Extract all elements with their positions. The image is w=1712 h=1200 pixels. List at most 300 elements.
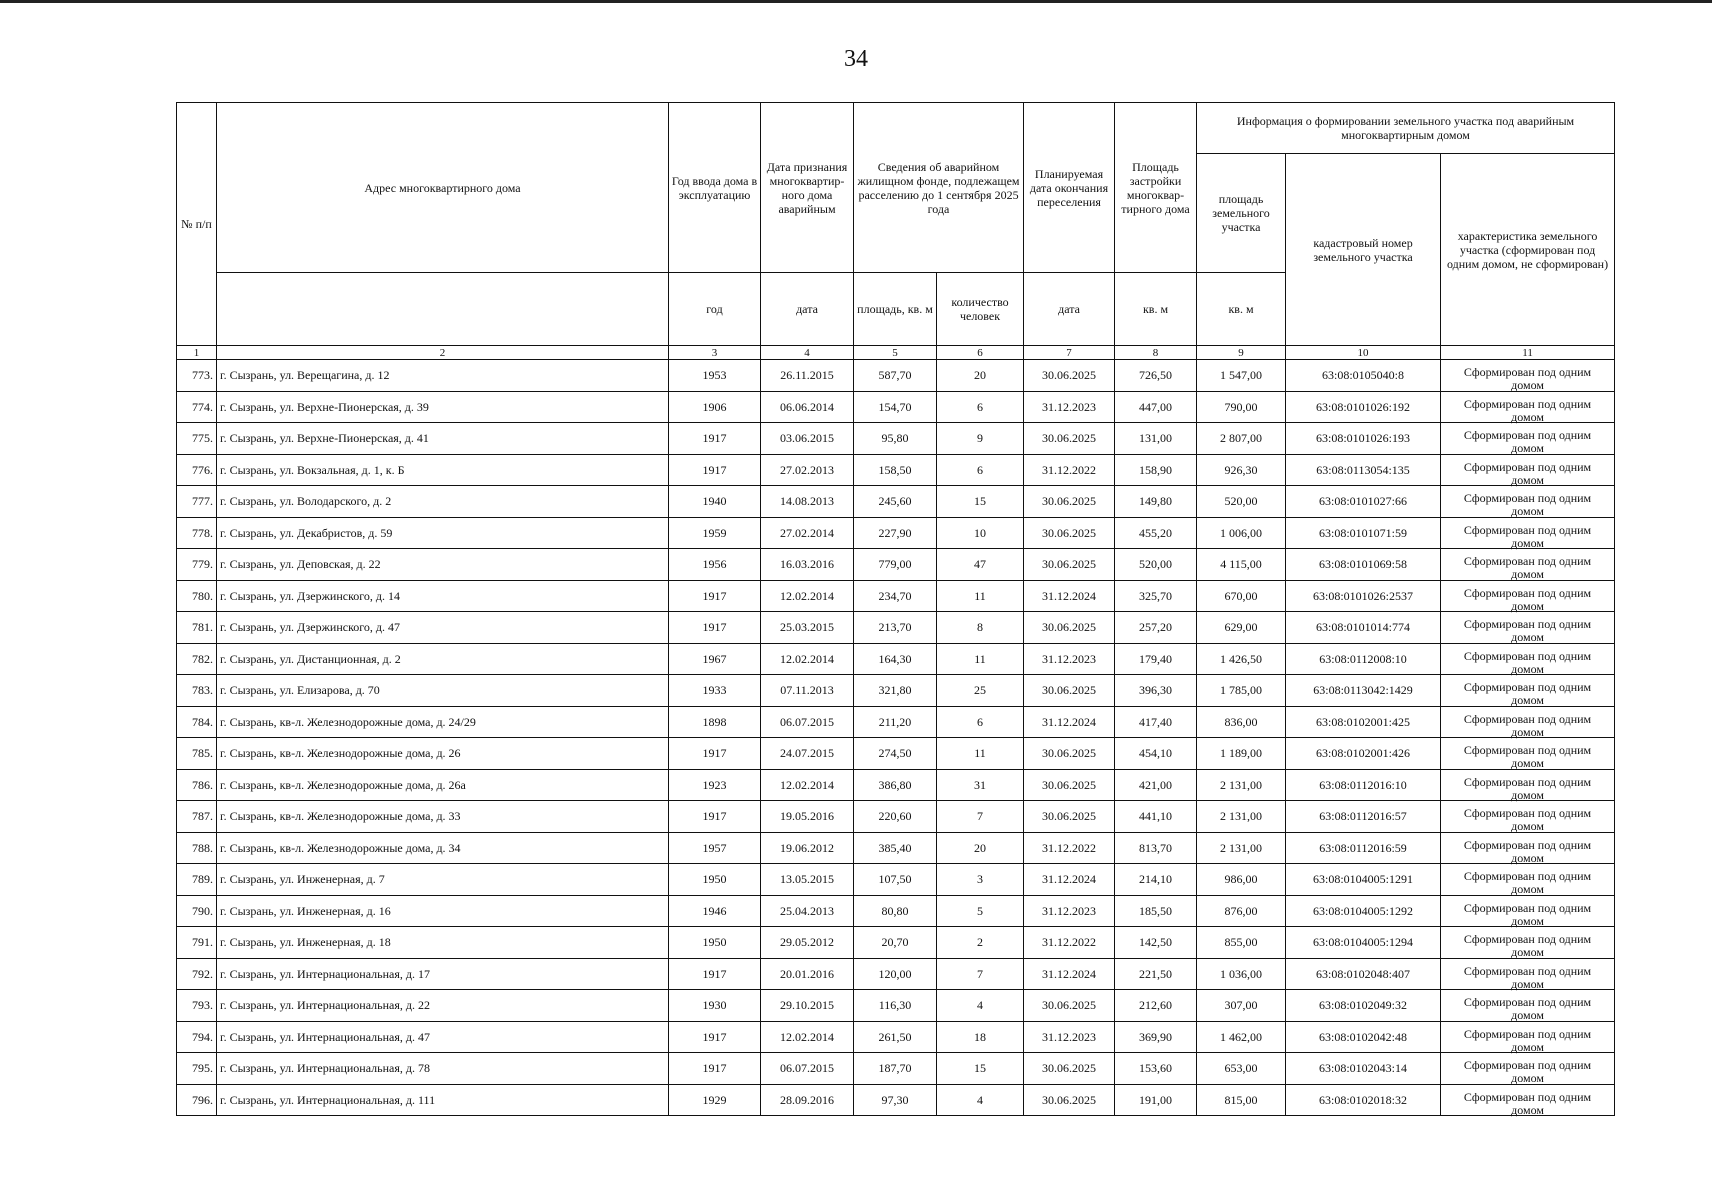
row-cadastral: 63:08:0104005:1292	[1286, 895, 1441, 927]
row-address: г. Сызрань, ул. Декабристов, д. 59	[217, 517, 669, 549]
status-line-1: Сформирован под одним	[1463, 554, 1592, 569]
row-building-area: 212,60	[1115, 990, 1197, 1022]
row-land-status	[1441, 738, 1615, 770]
row-date: 27.02.2014	[761, 517, 854, 549]
row-year: 1917	[669, 801, 761, 833]
row-building-area: 131,00	[1115, 423, 1197, 455]
row-area: 234,70	[854, 580, 937, 612]
row-building-area: 447,00	[1115, 391, 1197, 423]
row-building-area: 441,10	[1115, 801, 1197, 833]
row-number: 791.	[177, 927, 217, 959]
row-cadastral: 63:08:0104005:1291	[1286, 864, 1441, 896]
row-cadastral: 63:08:0101071:59	[1286, 517, 1441, 549]
row-cadastral: 63:08:0102048:407	[1286, 958, 1441, 990]
row-year: 1917	[669, 454, 761, 486]
row-people: 6	[937, 454, 1024, 486]
row-land-status	[1441, 486, 1615, 518]
status-line-2: домом	[1511, 504, 1544, 519]
row-plan-date: 31.12.2024	[1024, 706, 1115, 738]
row-year: 1956	[669, 549, 761, 581]
row-number: 789.	[177, 864, 217, 896]
housing-table	[176, 102, 1615, 1116]
status-line-2: домом	[1511, 913, 1544, 928]
row-number: 783.	[177, 675, 217, 707]
row-land-area: 2 131,00	[1197, 801, 1286, 833]
row-people: 31	[937, 769, 1024, 801]
status-line-2: домом	[1511, 535, 1544, 550]
status-line-2: домом	[1511, 598, 1544, 613]
row-people: 6	[937, 391, 1024, 423]
row-year: 1898	[669, 706, 761, 738]
row-number: 780.	[177, 580, 217, 612]
row-date: 29.05.2012	[761, 927, 854, 959]
column-number: 2	[217, 346, 669, 360]
row-address: г. Сызрань, ул. Верхне-Пионерская, д. 39	[217, 391, 669, 423]
row-date: 14.08.2013	[761, 486, 854, 518]
row-land-status	[1441, 990, 1615, 1022]
row-land-area: 855,00	[1197, 927, 1286, 959]
row-address: г. Сызрань, ул. Елизарова, д. 70	[217, 675, 669, 707]
row-land-area: 1 189,00	[1197, 738, 1286, 770]
row-people: 10	[937, 517, 1024, 549]
row-plan-date: 30.06.2025	[1024, 990, 1115, 1022]
row-building-area: 142,50	[1115, 927, 1197, 959]
row-people: 4	[937, 1084, 1024, 1116]
table-row	[177, 549, 1615, 581]
row-people: 9	[937, 423, 1024, 455]
table-row	[177, 675, 1615, 707]
row-people: 47	[937, 549, 1024, 581]
row-land-status	[1441, 423, 1615, 455]
row-building-area: 421,00	[1115, 769, 1197, 801]
row-year: 1917	[669, 738, 761, 770]
row-land-area: 1 006,00	[1197, 517, 1286, 549]
row-cadastral: 63:08:0102043:14	[1286, 1053, 1441, 1085]
row-date: 19.05.2016	[761, 801, 854, 833]
row-address: г. Сызрань, ул. Верещагина, д. 12	[217, 360, 669, 392]
row-people: 7	[937, 958, 1024, 990]
status-line-1: Сформирован под одним	[1463, 680, 1592, 695]
row-cadastral: 63:08:0101026:2537	[1286, 580, 1441, 612]
row-area: 587,70	[854, 360, 937, 392]
row-date: 29.10.2015	[761, 990, 854, 1022]
row-area: 213,70	[854, 612, 937, 644]
row-area: 80,80	[854, 895, 937, 927]
row-plan-date: 31.12.2022	[1024, 927, 1115, 959]
table-row	[177, 832, 1615, 864]
row-area: 187,70	[854, 1053, 937, 1085]
row-land-status	[1441, 769, 1615, 801]
table-row	[177, 738, 1615, 770]
row-date: 12.02.2014	[761, 769, 854, 801]
row-land-area: 629,00	[1197, 612, 1286, 644]
row-land-status	[1441, 927, 1615, 959]
row-people: 4	[937, 990, 1024, 1022]
row-date: 28.09.2016	[761, 1084, 854, 1116]
row-plan-date: 31.12.2024	[1024, 864, 1115, 896]
row-address: г. Сызрань, ул. Интернациональная, д. 78	[217, 1053, 669, 1085]
row-number: 793.	[177, 990, 217, 1022]
row-date: 03.06.2015	[761, 423, 854, 455]
row-people: 18	[937, 1021, 1024, 1053]
status-line-1: Сформирован под одним	[1463, 522, 1592, 537]
row-year: 1930	[669, 990, 761, 1022]
row-year: 1917	[669, 958, 761, 990]
row-number: 773.	[177, 360, 217, 392]
row-plan-date: 30.06.2025	[1024, 486, 1115, 518]
row-land-status	[1441, 706, 1615, 738]
row-address: г. Сызрань, ул. Деповская, д. 22	[217, 549, 669, 581]
row-land-status	[1441, 643, 1615, 675]
row-date: 25.03.2015	[761, 612, 854, 644]
row-area: 211,20	[854, 706, 937, 738]
row-plan-date: 31.12.2023	[1024, 1021, 1115, 1053]
row-area: 261,50	[854, 1021, 937, 1053]
row-land-area: 1 547,00	[1197, 360, 1286, 392]
table-row	[177, 1021, 1615, 1053]
row-land-status	[1441, 801, 1615, 833]
row-number: 778.	[177, 517, 217, 549]
row-year: 1917	[669, 1053, 761, 1085]
row-year: 1933	[669, 675, 761, 707]
header-cadastral: кадастровый номер земельного участка	[1286, 154, 1441, 346]
row-date: 12.02.2014	[761, 643, 854, 675]
row-land-area: 815,00	[1197, 1084, 1286, 1116]
column-number: 1	[177, 346, 217, 360]
row-cadastral: 63:08:0101027:66	[1286, 486, 1441, 518]
row-number: 787.	[177, 801, 217, 833]
column-number: 9	[1197, 346, 1286, 360]
status-line-1: Сформирован под одним	[1463, 774, 1592, 789]
status-line-1: Сформирован под одним	[1463, 617, 1592, 632]
row-number: 792.	[177, 958, 217, 990]
header-date: Дата признания многоквартир-ного дома аварийным	[761, 103, 854, 273]
row-land-area: 1 426,50	[1197, 643, 1286, 675]
row-land-status	[1441, 580, 1615, 612]
row-area: 158,50	[854, 454, 937, 486]
header-building-area: Площадь застройки многоквар-тирного дома	[1115, 103, 1197, 273]
header-unit-people: количество человек	[937, 273, 1024, 346]
table-row	[177, 391, 1615, 423]
header-unit-area: площадь, кв. м	[854, 273, 937, 346]
row-area: 154,70	[854, 391, 937, 423]
row-plan-date: 31.12.2023	[1024, 391, 1115, 423]
row-plan-date: 31.12.2022	[1024, 454, 1115, 486]
status-line-2: домом	[1511, 1039, 1544, 1054]
status-line-2: домом	[1511, 819, 1544, 834]
status-line-2: домом	[1511, 378, 1544, 393]
status-line-2: домом	[1511, 441, 1544, 456]
row-cadastral: 63:08:0101069:58	[1286, 549, 1441, 581]
top-rule	[0, 0, 1712, 3]
table-row	[177, 769, 1615, 801]
row-address: г. Сызрань, ул. Вокзальная, д. 1, к. Б	[217, 454, 669, 486]
status-line-2: домом	[1511, 945, 1544, 960]
row-land-area: 1 462,00	[1197, 1021, 1286, 1053]
row-address: г. Сызрань, ул. Дистанционная, д. 2	[217, 643, 669, 675]
row-date: 16.03.2016	[761, 549, 854, 581]
row-building-area: 325,70	[1115, 580, 1197, 612]
row-address: г. Сызрань, ул. Инженерная, д. 18	[217, 927, 669, 959]
row-number: 794.	[177, 1021, 217, 1053]
row-date: 26.11.2015	[761, 360, 854, 392]
row-year: 1923	[669, 769, 761, 801]
row-plan-date: 31.12.2022	[1024, 832, 1115, 864]
status-line-2: домом	[1511, 1071, 1544, 1086]
row-date: 06.07.2015	[761, 1053, 854, 1085]
status-line-2: домом	[1511, 661, 1544, 676]
row-building-area: 149,80	[1115, 486, 1197, 518]
row-building-area: 726,50	[1115, 360, 1197, 392]
row-number: 774.	[177, 391, 217, 423]
status-line-1: Сформирован под одним	[1463, 396, 1592, 411]
row-area: 120,00	[854, 958, 937, 990]
row-number: 782.	[177, 643, 217, 675]
row-number: 779.	[177, 549, 217, 581]
status-line-1: Сформирован под одним	[1463, 1058, 1592, 1073]
page-number: 34	[844, 46, 868, 72]
row-address: г. Сызрань, кв-л. Железнодорожные дома, д. 26а	[217, 769, 669, 801]
table-row	[177, 454, 1615, 486]
header-unit-sqm: кв. м	[1115, 273, 1197, 346]
row-number: 776.	[177, 454, 217, 486]
row-year: 1959	[669, 517, 761, 549]
row-cadastral: 63:08:0113054:135	[1286, 454, 1441, 486]
row-area: 386,80	[854, 769, 937, 801]
row-building-area: 179,40	[1115, 643, 1197, 675]
row-land-area: 876,00	[1197, 895, 1286, 927]
status-line-1: Сформирован под одним	[1463, 963, 1592, 978]
row-number: 788.	[177, 832, 217, 864]
row-land-area: 4 115,00	[1197, 549, 1286, 581]
row-land-status	[1441, 675, 1615, 707]
column-number: 5	[854, 346, 937, 360]
row-people: 7	[937, 801, 1024, 833]
row-land-status	[1441, 1021, 1615, 1053]
row-land-area: 520,00	[1197, 486, 1286, 518]
row-building-area: 185,50	[1115, 895, 1197, 927]
row-building-area: 813,70	[1115, 832, 1197, 864]
row-date: 06.07.2015	[761, 706, 854, 738]
status-line-1: Сформирован под одним	[1463, 428, 1592, 443]
header-address: Адрес многоквартирного дома	[217, 103, 669, 273]
row-land-area: 670,00	[1197, 580, 1286, 612]
table-row	[177, 612, 1615, 644]
row-date: 12.02.2014	[761, 580, 854, 612]
row-area: 220,60	[854, 801, 937, 833]
status-line-2: домом	[1511, 724, 1544, 739]
status-line-2: домом	[1511, 850, 1544, 865]
row-cadastral: 63:08:0112016:59	[1286, 832, 1441, 864]
row-people: 3	[937, 864, 1024, 896]
row-address: г. Сызрань, ул. Интернациональная, д. 22	[217, 990, 669, 1022]
row-building-area: 455,20	[1115, 517, 1197, 549]
row-address: г. Сызрань, ул. Верхне-Пионерская, д. 41	[217, 423, 669, 455]
row-building-area: 257,20	[1115, 612, 1197, 644]
row-area: 385,40	[854, 832, 937, 864]
row-building-area: 454,10	[1115, 738, 1197, 770]
row-plan-date: 30.06.2025	[1024, 517, 1115, 549]
row-building-area: 214,10	[1115, 864, 1197, 896]
status-line-2: домом	[1511, 693, 1544, 708]
row-land-status	[1441, 958, 1615, 990]
table-row	[177, 517, 1615, 549]
row-land-status	[1441, 612, 1615, 644]
row-plan-date: 30.06.2025	[1024, 1053, 1115, 1085]
column-number: 10	[1286, 346, 1441, 360]
row-cadastral: 63:08:0104005:1294	[1286, 927, 1441, 959]
row-cadastral: 63:08:0112016:57	[1286, 801, 1441, 833]
row-area: 116,30	[854, 990, 937, 1022]
status-line-1: Сформирован под одним	[1463, 806, 1592, 821]
status-line-1: Сформирован под одним	[1463, 743, 1592, 758]
row-number: 777.	[177, 486, 217, 518]
row-area: 779,00	[854, 549, 937, 581]
header-no: № п/п	[177, 103, 217, 346]
row-cadastral: 63:08:0102042:48	[1286, 1021, 1441, 1053]
row-address: г. Сызрань, кв-л. Железнодорожные дома, д. 26	[217, 738, 669, 770]
row-people: 2	[937, 927, 1024, 959]
status-line-1: Сформирован под одним	[1463, 995, 1592, 1010]
column-number-row	[177, 346, 1615, 360]
status-line-1: Сформирован под одним	[1463, 1089, 1592, 1104]
row-date: 24.07.2015	[761, 738, 854, 770]
row-year: 1950	[669, 927, 761, 959]
row-building-area: 191,00	[1115, 1084, 1197, 1116]
row-people: 25	[937, 675, 1024, 707]
row-land-status	[1441, 517, 1615, 549]
status-line-2: домом	[1511, 756, 1544, 771]
row-plan-date: 30.06.2025	[1024, 612, 1115, 644]
table-row	[177, 706, 1615, 738]
status-line-1: Сформирован под одним	[1463, 900, 1592, 915]
header-unit-sqm-land: кв. м	[1197, 273, 1286, 346]
row-number: 796.	[177, 1084, 217, 1116]
header-unit-year: год	[669, 273, 761, 346]
row-area: 107,50	[854, 864, 937, 896]
status-line-1: Сформирован под одним	[1463, 1026, 1592, 1041]
row-building-area: 369,90	[1115, 1021, 1197, 1053]
row-address: г. Сызрань, ул. Интернациональная, д. 47	[217, 1021, 669, 1053]
table-row	[177, 927, 1615, 959]
row-date: 27.02.2013	[761, 454, 854, 486]
row-year: 1917	[669, 423, 761, 455]
row-land-status	[1441, 832, 1615, 864]
row-year: 1917	[669, 1021, 761, 1053]
table-row	[177, 360, 1615, 392]
row-people: 5	[937, 895, 1024, 927]
header-land-info: Информация о формировании земельного участка под аварийным многоквартирным домом	[1197, 103, 1615, 154]
header-emergency-fund: Сведения об аварийном жилищном фонде, подлежащем расселению до 1 сентября 2025 года	[854, 103, 1024, 273]
row-land-area: 653,00	[1197, 1053, 1286, 1085]
row-plan-date: 30.06.2025	[1024, 423, 1115, 455]
table-row	[177, 1053, 1615, 1085]
row-people: 15	[937, 486, 1024, 518]
row-land-area: 2 131,00	[1197, 832, 1286, 864]
table-row	[177, 1084, 1615, 1116]
row-area: 95,80	[854, 423, 937, 455]
row-plan-date: 30.06.2025	[1024, 769, 1115, 801]
row-plan-date: 30.06.2025	[1024, 738, 1115, 770]
table-body	[177, 360, 1615, 1116]
row-area: 245,60	[854, 486, 937, 518]
row-area: 97,30	[854, 1084, 937, 1116]
status-line-2: домом	[1511, 1102, 1544, 1117]
row-number: 786.	[177, 769, 217, 801]
row-date: 20.01.2016	[761, 958, 854, 990]
table-row	[177, 423, 1615, 455]
row-plan-date: 31.12.2023	[1024, 643, 1115, 675]
row-cadastral: 63:08:0113042:1429	[1286, 675, 1441, 707]
row-number: 790.	[177, 895, 217, 927]
status-line-2: домом	[1511, 409, 1544, 424]
column-number: 6	[937, 346, 1024, 360]
row-building-area: 153,60	[1115, 1053, 1197, 1085]
row-address: г. Сызрань, ул. Интернациональная, д. 17	[217, 958, 669, 990]
table-row	[177, 958, 1615, 990]
row-area: 227,90	[854, 517, 937, 549]
table-row	[177, 864, 1615, 896]
header-planned-date: Планируемая дата окончания переселения	[1024, 103, 1115, 273]
row-address: г. Сызрань, кв-л. Железнодорожные дома, д. 33	[217, 801, 669, 833]
row-land-status	[1441, 391, 1615, 423]
status-line-1: Сформирован под одним	[1463, 491, 1592, 506]
status-line-1: Сформирован под одним	[1463, 932, 1592, 947]
table-row	[177, 580, 1615, 612]
row-year: 1929	[669, 1084, 761, 1116]
status-line-1: Сформирован под одним	[1463, 459, 1592, 474]
row-land-area: 307,00	[1197, 990, 1286, 1022]
column-number: 11	[1441, 346, 1615, 360]
row-people: 11	[937, 580, 1024, 612]
row-area: 20,70	[854, 927, 937, 959]
row-address: г. Сызрань, ул. Володарского, д. 2	[217, 486, 669, 518]
row-land-area: 836,00	[1197, 706, 1286, 738]
row-land-status	[1441, 549, 1615, 581]
row-building-area: 520,00	[1115, 549, 1197, 581]
table-row	[177, 643, 1615, 675]
row-cadastral: 63:08:0101014:774	[1286, 612, 1441, 644]
status-line-2: домом	[1511, 976, 1544, 991]
row-address: г. Сызрань, ул. Интернациональная, д. 111	[217, 1084, 669, 1116]
row-building-area: 221,50	[1115, 958, 1197, 990]
row-land-status	[1441, 895, 1615, 927]
status-line-1: Сформирован под одним	[1463, 869, 1592, 884]
header-address-blank	[217, 273, 669, 346]
status-line-2: домом	[1511, 472, 1544, 487]
table-row	[177, 895, 1615, 927]
row-year: 1950	[669, 864, 761, 896]
row-land-status	[1441, 360, 1615, 392]
column-number: 3	[669, 346, 761, 360]
row-date: 06.06.2014	[761, 391, 854, 423]
status-line-1: Сформирован под одним	[1463, 585, 1592, 600]
row-building-area: 158,90	[1115, 454, 1197, 486]
row-people: 8	[937, 612, 1024, 644]
row-building-area: 396,30	[1115, 675, 1197, 707]
row-people: 20	[937, 360, 1024, 392]
row-building-area: 417,40	[1115, 706, 1197, 738]
row-year: 1967	[669, 643, 761, 675]
row-number: 795.	[177, 1053, 217, 1085]
column-number: 4	[761, 346, 854, 360]
row-address: г. Сызрань, кв-л. Железнодорожные дома, д. 34	[217, 832, 669, 864]
row-cadastral: 63:08:0101026:192	[1286, 391, 1441, 423]
status-line-1: Сформирован под одним	[1463, 711, 1592, 726]
row-land-area: 1 785,00	[1197, 675, 1286, 707]
row-plan-date: 31.12.2023	[1024, 895, 1115, 927]
row-plan-date: 30.06.2025	[1024, 675, 1115, 707]
